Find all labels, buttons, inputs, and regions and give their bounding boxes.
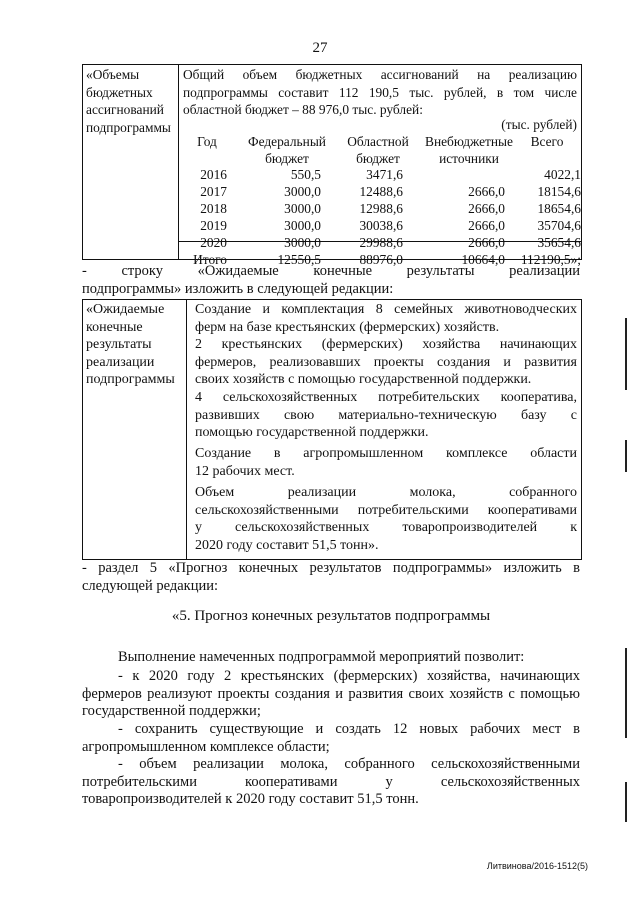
paragraph-line: подпрограммы» изложить в следующей редакции: — [82, 280, 394, 297]
table-cell: 12488,6 — [359, 184, 403, 199]
table-cell: 35654,6 — [537, 235, 581, 250]
bullet-3: - объем реализации молока, собранного сельскохозяйственными потребительскими кооперативами у сельскохозяйственных товаропроизводителей к 2020 году составит 51,5 тонн. — [82, 756, 580, 807]
total-divider — [179, 241, 581, 242]
budget-table-content — [179, 65, 581, 267]
result-item: Создание в агропромышленном комплексе области 12 рабочих мест. — [195, 446, 577, 479]
table-cell: 2016 — [200, 167, 227, 182]
header-row — [179, 133, 581, 167]
body-lead: Выполнение намеченных подпрограммой мероприятий позволит: — [118, 649, 525, 665]
unit-label: (тыс. рублей) — [501, 117, 577, 132]
label-line: ассигнований — [86, 102, 164, 117]
table-cell: 29988,6 — [359, 235, 403, 250]
page-number: 27 — [312, 40, 328, 56]
table-row — [179, 235, 581, 252]
label-line: бюджетных — [86, 84, 153, 100]
instruction-paragraph-2 — [82, 560, 580, 595]
header-cell: Внебюджетные источники — [425, 134, 513, 166]
table-row — [179, 218, 581, 235]
header-cell: Всего — [530, 134, 564, 149]
instruction-paragraph-1 — [82, 263, 580, 298]
bullet-1: - к 2020 году 2 крестьянских (фермерских) хозяйства, начинающих фермеров реализуют проекты создания и развития своих хозяйств с помощью государственной поддержки; — [82, 668, 580, 719]
table-cell: 3000,0 — [284, 218, 321, 233]
label-line: «Ожидаемые — [86, 302, 165, 317]
table-cell: 35704,6 — [537, 218, 581, 233]
label-line: конечные — [86, 319, 143, 335]
table-cell: 30038,6 — [359, 218, 403, 233]
intro-line: Общий объем бюджетных ассигнований на реализацию — [183, 67, 577, 82]
table-cell: 3000,0 — [284, 235, 321, 250]
table-cell: 2019 — [200, 218, 227, 233]
budget-table — [82, 64, 582, 267]
footer-note: Литвинова/2016-1512(5) — [486, 861, 588, 871]
table-cell: 2666,0 — [468, 201, 505, 216]
table-cell: 18154,6 — [537, 184, 581, 199]
label-line: реализации — [86, 354, 155, 370]
header-cell: Областной бюджет — [347, 134, 409, 166]
table-row — [179, 201, 581, 218]
table-cell: 4022,1 — [544, 167, 581, 182]
table-row — [179, 167, 581, 184]
scan-edge-mark — [625, 648, 627, 738]
intro-line: областной бюджет – 88 976,0 тыс. рублей: — [183, 102, 423, 117]
table-cell: 112190,5»; — [520, 252, 581, 267]
table-cell: 12550,5 — [277, 252, 321, 267]
result-item: Объем реализации молока, собранного сельскохозяйственными потребительскими кооперативами у сельскохозяйственных товаропроизводителей к 2020 году составит 51,5 тонн». — [195, 485, 577, 553]
table-cell: 18654,6 — [537, 201, 581, 216]
table-cell: 12988,6 — [359, 201, 403, 216]
paragraph-line: - строку «Ожидаемые конечные результаты реализации — [82, 263, 580, 279]
budget-intro — [183, 66, 577, 119]
paragraph-line: - раздел 5 «Прогноз конечных результатов подпрограммы» изложить в — [82, 560, 580, 576]
header-cell: Федеральный бюджет — [248, 134, 326, 166]
intro-line: подпрограммы составит 112 190,5 тыс. рублей, в том числе — [183, 84, 577, 100]
scan-edge-mark — [625, 782, 627, 822]
table-cell: 2018 — [200, 201, 227, 216]
table-cell: 2017 — [200, 184, 227, 199]
scan-edge-mark — [625, 318, 627, 390]
budget-table-label — [83, 65, 179, 259]
result-item: 4 сельскохозяйственных потребительских кооператива, развивших свою материально-техническую базу с помощью государственной поддержки. — [195, 390, 577, 440]
results-table — [82, 299, 582, 560]
table-cell: 2666,0 — [468, 218, 505, 233]
result-item: 2 крестьянских (фермерских) хозяйства начинающих фермеров, реализовавших проекты создания и развития своих хозяйств с помощью государственной поддержки. — [195, 337, 577, 387]
table-cell: 2020 — [200, 235, 227, 250]
results-table-label — [83, 300, 187, 559]
table-cell: 3471,6 — [366, 167, 403, 182]
table-cell: 2666,0 — [468, 235, 505, 250]
result-item: Создание и комплектация 8 семейных животноводческих ферм на базе крестьянских (фермерских) хозяйств. — [195, 302, 577, 335]
header-cell: Год — [197, 134, 217, 149]
table-cell: 550,5 — [290, 167, 321, 182]
label-line: «Объемы — [86, 67, 140, 82]
label-line: результаты — [86, 337, 152, 352]
table-cell: 88976,0 — [359, 252, 403, 267]
paragraph-line: следующей редакции: — [82, 577, 219, 594]
label-line: подпрограммы — [86, 119, 171, 135]
table-cell: Итого — [193, 252, 227, 267]
bullet-2: - сохранить существующие и создать 12 новых рабочих мест в агропромышленном комплексе области; — [82, 721, 580, 755]
table-cell: 3000,0 — [284, 184, 321, 199]
section-title: «5. Прогноз конечных результатов подпрограммы — [171, 608, 491, 624]
table-cell: 10664,0 — [461, 252, 505, 267]
table-cell: 3000,0 — [284, 201, 321, 216]
scan-edge-mark — [625, 440, 627, 472]
label-line: подпрограммы — [86, 372, 175, 387]
table-cell: 2666,0 — [468, 184, 505, 199]
table-row — [179, 184, 581, 201]
